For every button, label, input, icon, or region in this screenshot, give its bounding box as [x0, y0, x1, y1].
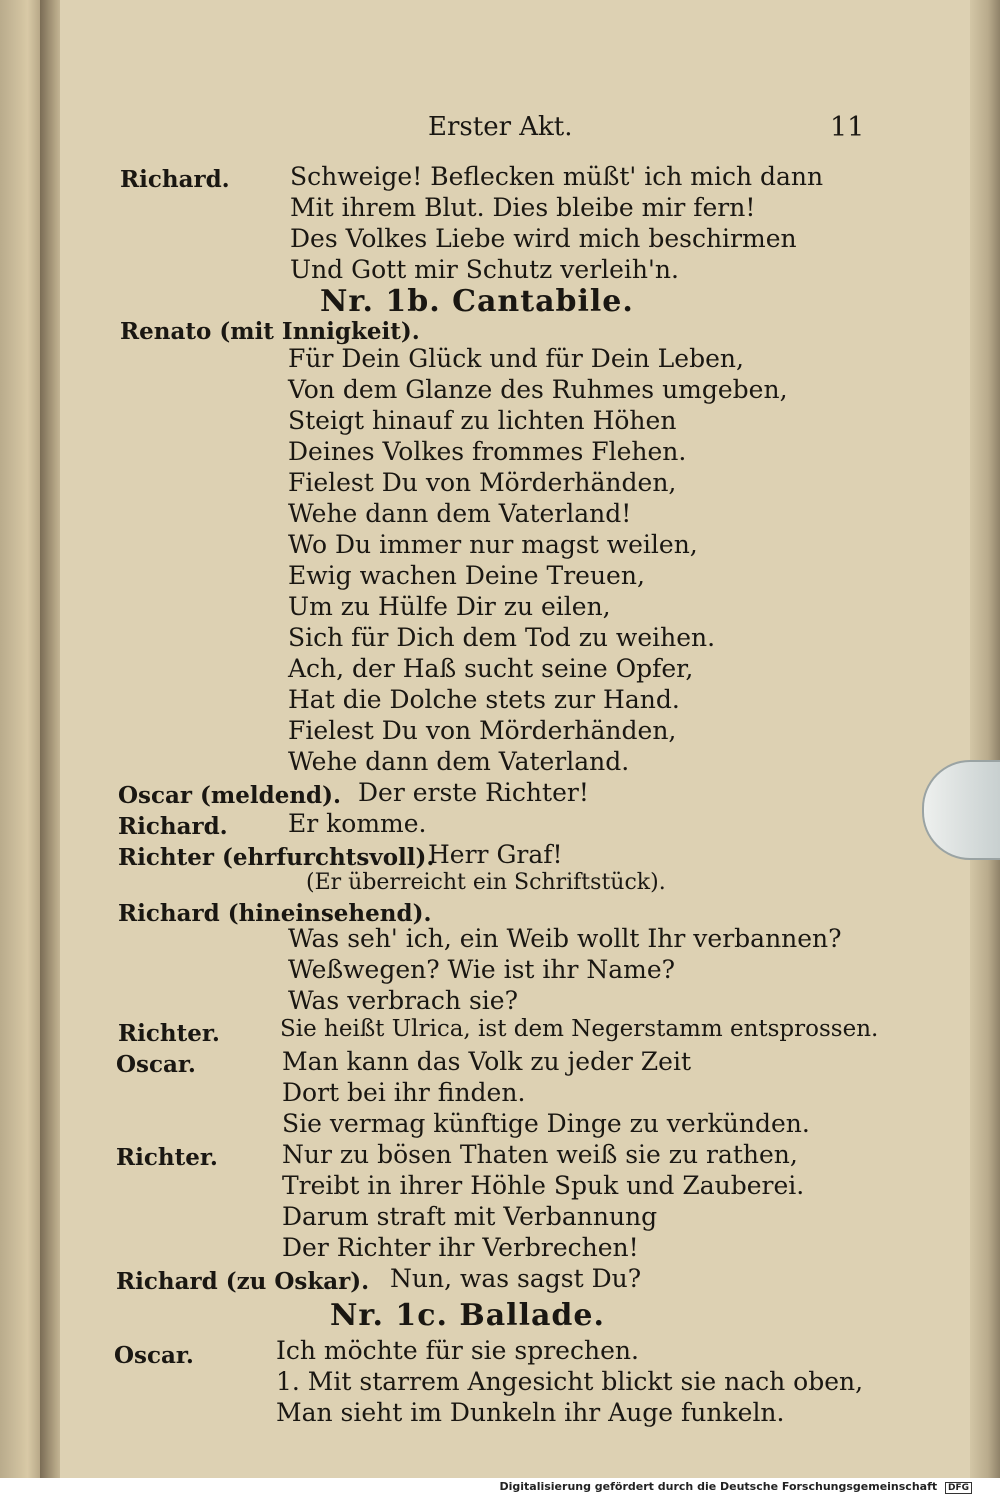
credit-text: Digitalisierung gefördert durch die Deutsche Forschungsgemeinschaft — [499, 1480, 938, 1493]
verse-line: Sich für Dich dem Tod zu weihen. — [288, 623, 716, 652]
verse-line: Er komme. — [288, 809, 427, 838]
verse-line: Herr Graf! — [428, 840, 563, 869]
stage-direction: (Er überreicht ein Schriftstück). — [306, 870, 666, 895]
section-heading: Nr. 1c. Ballade. — [330, 1298, 605, 1333]
speaker-label: Oscar. — [116, 1051, 196, 1078]
speaker-label: Richter. — [116, 1144, 218, 1171]
verse-line: Fielest Du von Mörderhänden, — [288, 468, 677, 497]
verse-line: Wo Du immer nur magst weilen, — [288, 530, 698, 559]
verse-line: Ach, der Haß sucht seine Opfer, — [288, 654, 694, 683]
verse-line: Darum straft mit Verbannung — [282, 1202, 658, 1231]
verse-line: Wehe dann dem Vaterland! — [288, 499, 632, 528]
verse-line: Der erste Richter! — [358, 778, 589, 807]
digitization-credit — [499, 1480, 972, 1494]
verse-line: Fielest Du von Mörderhänden, — [288, 716, 677, 745]
speaker-label: Renato (mit Innigkeit). — [120, 318, 420, 345]
verse-line: Sie heißt Ulrica, ist dem Negerstamm entsprossen. — [280, 1016, 879, 1042]
verse-line: Wehe dann dem Vaterland. — [288, 747, 630, 776]
verse-line: Nur zu bösen Thaten weiß sie zu rathen, — [282, 1140, 798, 1169]
verse-line: Schweige! Beflecken müßt' ich mich dann — [290, 162, 824, 191]
page-number: 11 — [830, 112, 865, 143]
section-heading: Nr. 1b. Cantabile. — [320, 284, 634, 319]
page-right-edge — [970, 0, 1000, 1478]
verse-line: Man kann das Volk zu jeder Zeit — [282, 1047, 692, 1076]
speaker-label: Richter. — [118, 1020, 220, 1047]
verse-line: Von dem Glanze des Ruhmes umgeben, — [288, 375, 788, 404]
speaker-label: Richard (hineinsehend). — [118, 900, 432, 927]
dfg-logo: DFG — [945, 1482, 972, 1494]
verse-line: Was seh' ich, ein Weib wollt Ihr verbannen? — [288, 924, 842, 953]
verse-line: Mit ihrem Blut. Dies bleibe mir fern! — [290, 193, 756, 222]
verse-line: Weßwegen? Wie ist ihr Name? — [288, 955, 676, 984]
verse-line: Des Volkes Liebe wird mich beschirmen — [290, 224, 797, 253]
speaker-label: Richard. — [118, 813, 228, 840]
verse-line: Ewig wachen Deine Treuen, — [288, 561, 645, 590]
verse-line: Der Richter ihr Verbrechen! — [282, 1233, 639, 1262]
running-header: Erster Akt. — [428, 112, 573, 142]
verse-line: Nun, was sagst Du? — [390, 1264, 642, 1293]
verse-line: Ich möchte für sie sprechen. — [276, 1336, 639, 1365]
verse-line: Man sieht im Dunkeln ihr Auge funkeln. — [276, 1398, 785, 1427]
speaker-label: Oscar. — [114, 1342, 194, 1369]
verse-line: Dort bei ihr finden. — [282, 1078, 526, 1107]
speaker-label: Richard. — [120, 166, 230, 193]
verse-line: Und Gott mir Schutz verleih'n. — [290, 255, 679, 284]
verse-line: Steigt hinauf zu lichten Höhen — [288, 406, 677, 435]
verse-line: Für Dein Glück und für Dein Leben, — [288, 344, 744, 373]
verse-line: Treibt in ihrer Höhle Spuk und Zauberei. — [282, 1171, 805, 1200]
verse-line: Sie vermag künftige Dinge zu verkünden. — [282, 1109, 810, 1138]
speaker-label: Oscar (meldend). — [118, 782, 342, 809]
verse-line: Was verbrach sie? — [288, 986, 519, 1015]
speaker-label: Richard (zu Oskar). — [116, 1268, 370, 1295]
verse-line: Hat die Dolche stets zur Hand. — [288, 685, 680, 714]
verse-line: Deines Volkes frommes Flehen. — [288, 437, 687, 466]
verse-line: 1. Mit starrem Angesicht blickt sie nach oben, — [276, 1367, 864, 1396]
speaker-label: Richter (ehrfurchtsvoll). — [118, 844, 435, 871]
verse-line: Um zu Hülfe Dir zu eilen, — [288, 592, 611, 621]
